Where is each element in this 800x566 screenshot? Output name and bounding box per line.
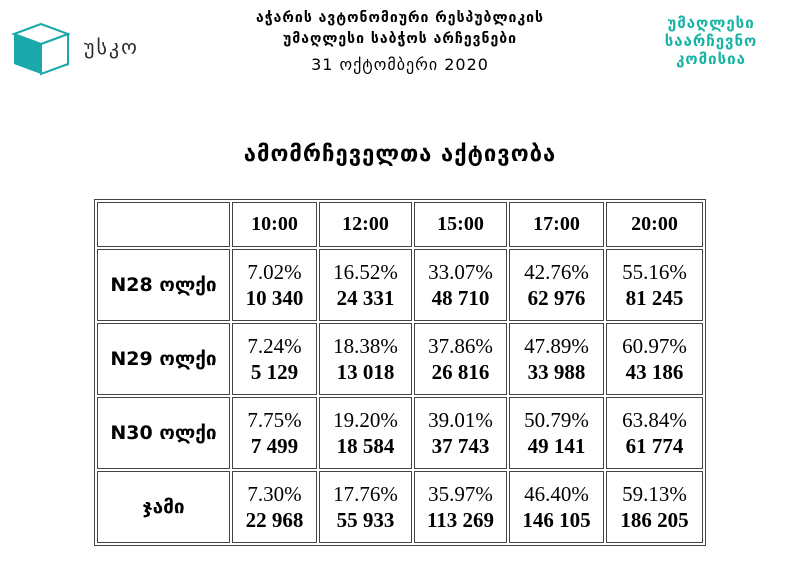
- header-line-1: აჭარის ავტონომიური რესპუბლიკის: [255, 10, 544, 26]
- turnout-cell: [232, 323, 317, 395]
- turnout-cell: [232, 397, 317, 469]
- voter-count: 43 186: [625, 360, 684, 384]
- table-header-row: [97, 202, 703, 247]
- turnout-cell: [509, 249, 604, 321]
- turnout-percent: 39.01%: [428, 408, 493, 432]
- header-line-2: უმაღლესი საბჭოს არჩევნები: [282, 31, 518, 47]
- turnout-table: [94, 199, 706, 546]
- turnout-percent: 7.02%: [247, 260, 302, 284]
- district-label: N29 ოლქი: [97, 323, 230, 395]
- turnout-percent: 16.52%: [333, 260, 398, 284]
- turnout-percent: 17.76%: [333, 482, 398, 506]
- voter-count: 61 774: [625, 434, 684, 458]
- total-label: ჯამი: [97, 471, 230, 543]
- turnout-percent: 59.13%: [622, 482, 687, 506]
- turnout-cell: [414, 249, 507, 321]
- turnout-percent: 7.30%: [247, 482, 302, 506]
- voter-count: 37 743: [431, 434, 490, 458]
- turnout-cell: [606, 249, 703, 321]
- logo-text: უსკო: [84, 35, 139, 59]
- turnout-percent: 47.89%: [524, 334, 589, 358]
- turnout-percent: 46.40%: [524, 482, 589, 506]
- turnout-cell: [414, 397, 507, 469]
- turnout-percent: 60.97%: [622, 334, 687, 358]
- commission-name: [636, 14, 786, 68]
- turnout-percent: 42.76%: [524, 260, 589, 284]
- voter-count: 48 710: [431, 286, 490, 310]
- voter-count: 7 499: [250, 434, 299, 458]
- turnout-percent: 50.79%: [524, 408, 589, 432]
- page-header: [170, 8, 630, 78]
- voter-count: 81 245: [625, 286, 684, 310]
- table-row-total: [97, 471, 703, 543]
- district-label: N28 ოლქი: [97, 249, 230, 321]
- turnout-percent: 7.75%: [247, 408, 302, 432]
- voter-count: 55 933: [336, 508, 395, 532]
- voter-count: 24 331: [336, 286, 395, 310]
- box-logo-icon: [10, 18, 72, 76]
- turnout-cell: [319, 471, 412, 543]
- turnout-cell: [414, 471, 507, 543]
- commission-line-1: უმაღლესი: [667, 14, 755, 32]
- time-header: 17:00: [509, 202, 604, 247]
- turnout-cell: [509, 471, 604, 543]
- voter-count: 18 584: [336, 434, 395, 458]
- page-title: ამომრჩეველთა აქტივობა: [243, 142, 557, 167]
- commission-line-3: კომისია: [676, 50, 746, 68]
- voter-count: 26 816: [431, 360, 490, 384]
- voter-count: 146 105: [522, 508, 591, 532]
- turnout-cell: [414, 323, 507, 395]
- turnout-percent: 7.24%: [247, 334, 302, 358]
- turnout-cell: [232, 249, 317, 321]
- voter-count: 186 205: [620, 508, 689, 532]
- turnout-cell: [319, 249, 412, 321]
- corner-cell: [97, 202, 230, 247]
- table-row: [97, 323, 703, 395]
- turnout-percent: 19.20%: [333, 408, 398, 432]
- turnout-percent: 63.84%: [622, 408, 687, 432]
- district-label: N30 ოლქი: [97, 397, 230, 469]
- voter-count: 62 976: [527, 286, 586, 310]
- turnout-cell: [509, 323, 604, 395]
- voter-count: 13 018: [336, 360, 395, 384]
- turnout-cell: [319, 397, 412, 469]
- time-header: 20:00: [606, 202, 703, 247]
- voter-count: 10 340: [245, 286, 304, 310]
- turnout-percent: 33.07%: [428, 260, 493, 284]
- time-header: 10:00: [232, 202, 317, 247]
- voter-count: 5 129: [250, 360, 299, 384]
- turnout-cell: [232, 471, 317, 543]
- turnout-cell: [606, 323, 703, 395]
- turnout-cell: [606, 471, 703, 543]
- turnout-cell: [509, 397, 604, 469]
- header-date: 31 ოქტომბერი 2020: [311, 55, 489, 74]
- voter-count: 113 269: [426, 508, 495, 532]
- turnout-percent: 55.16%: [622, 260, 687, 284]
- table-row: [97, 397, 703, 469]
- commission-logo: [10, 18, 139, 76]
- turnout-percent: 37.86%: [428, 334, 493, 358]
- commission-line-2: საარჩევნო: [664, 32, 758, 50]
- time-header: 12:00: [319, 202, 412, 247]
- time-header: 15:00: [414, 202, 507, 247]
- turnout-cell: [606, 397, 703, 469]
- voter-count: 22 968: [245, 508, 304, 532]
- table-row: [97, 249, 703, 321]
- turnout-percent: 35.97%: [428, 482, 493, 506]
- voter-count: 49 141: [527, 434, 586, 458]
- turnout-percent: 18.38%: [333, 334, 398, 358]
- turnout-cell: [319, 323, 412, 395]
- voter-count: 33 988: [527, 360, 586, 384]
